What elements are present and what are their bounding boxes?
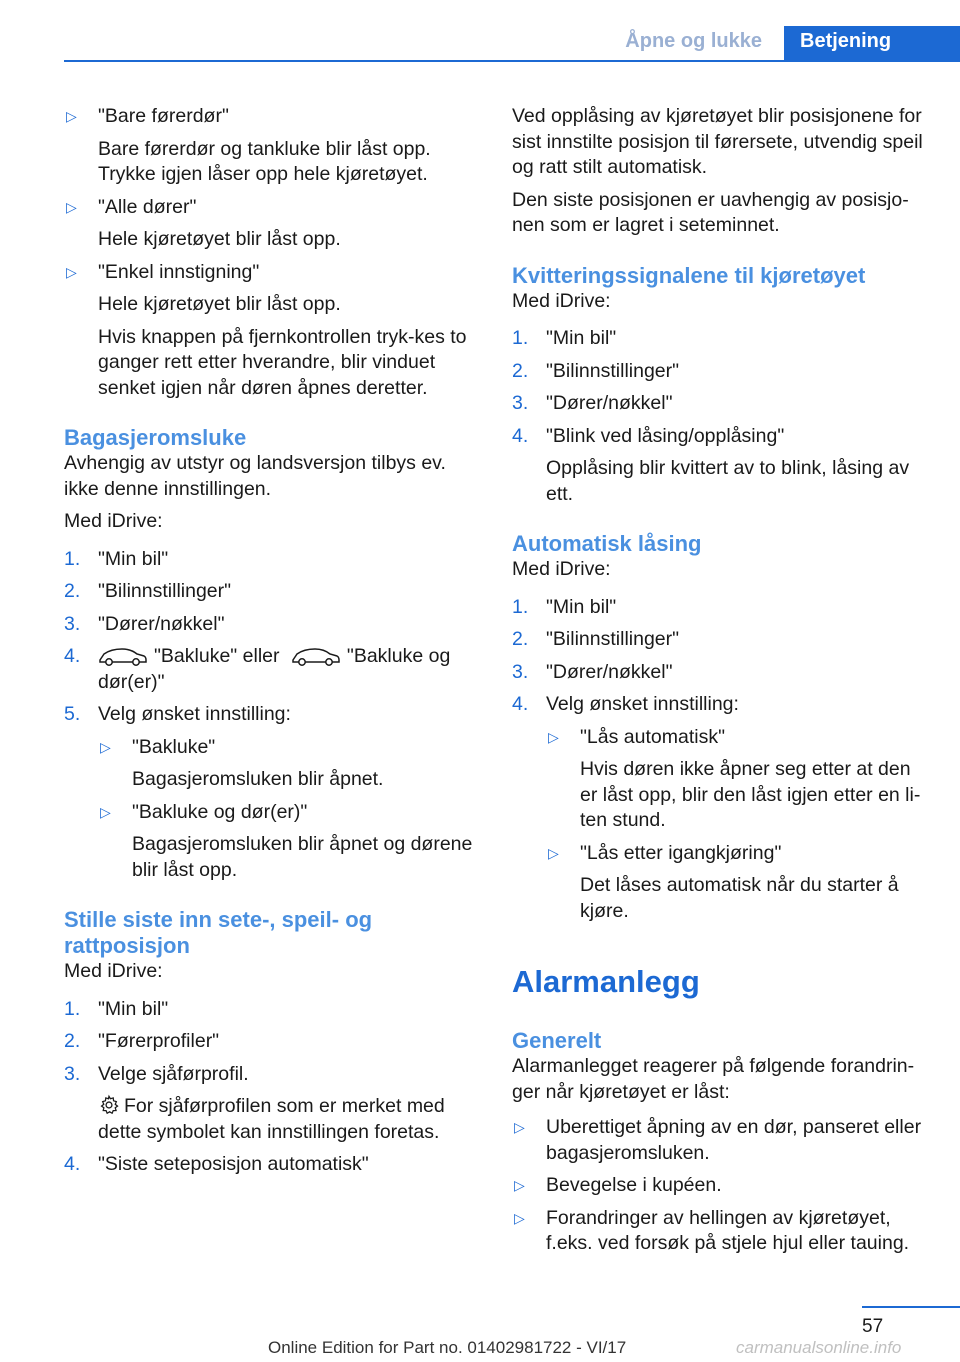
step-item: [512, 391, 932, 417]
step-number: 3.: [512, 660, 529, 683]
option-title: "Lås automatisk": [580, 725, 725, 748]
section-heading-general: Generelt: [512, 1028, 602, 1053]
step-item: [512, 359, 932, 385]
step4-part2: "Bakluke og dør(er)": [98, 645, 451, 693]
bullet-text: Forandringer av hellingen av kjøretøyet, f.eks. ved forsøk på stjele hjul eller tauing.: [546, 1206, 910, 1254]
step-item: [64, 579, 484, 605]
step-item: [64, 612, 484, 638]
profile-note-text: For sjåførprofilen som er merket med dette symbolet kan innstillingen foretas.: [98, 1095, 445, 1143]
list-item: [64, 104, 484, 188]
gear-icon: [98, 1094, 120, 1116]
step-number: 4.: [64, 645, 81, 667]
chapter-heading-alarm: Alarmanlegg: [512, 964, 700, 999]
car-icon: [98, 645, 148, 667]
step-text: "Bilinnstillinger": [546, 359, 680, 382]
step-text: "Blink ved låsing/opplåsing": [546, 424, 785, 447]
step-number: 1.: [512, 327, 529, 349]
list-item: [64, 195, 484, 253]
list-item: [512, 1173, 932, 1199]
triangle-right-icon: ▷: [514, 1209, 525, 1226]
triangle-right-icon: ▷: [66, 263, 77, 280]
option-desc: Bare førerdør og tankluke blir låst opp. Trykke igjen låser opp hele kjøretøyet.: [98, 137, 431, 185]
option-desc: Det låses automatisk når du starter å kjøre.: [580, 874, 899, 922]
step-text: "Dører/nøkkel": [546, 660, 673, 683]
step-item: [64, 702, 484, 883]
option-title: "Alle dører": [98, 195, 197, 218]
edition-footer: Online Edition for Part no. 01402981722 - VI/17: [268, 1338, 627, 1357]
unlock-paragraph: Den siste posisjonen er uavhengig av posisjo-nen som er lagret i seteminnet.: [512, 188, 909, 236]
bullet-text: Bevegelse i kupéen.: [546, 1174, 722, 1196]
option-desc: Bagasjeromsluken blir åpnet og dørene blir låst opp.: [132, 833, 473, 881]
step-item: [512, 692, 932, 924]
list-item: [512, 725, 932, 834]
header-rule: [64, 60, 960, 62]
watermark[interactable]: carmanualsonline.info: [736, 1338, 902, 1357]
step-number: 1.: [512, 595, 529, 618]
step-item: [512, 627, 932, 653]
step-number: 4.: [64, 1153, 81, 1175]
step-number: 3.: [512, 392, 529, 414]
seat-idrive-label: Med iDrive:: [64, 960, 163, 982]
step4-part1: "Bakluke" eller: [154, 645, 280, 667]
alarm-intro: Alarmanlegget reagerer på følgende forandrin-ger når kjøretøyet er låst:: [512, 1055, 915, 1103]
option-title: "Enkel innstigning": [98, 260, 260, 283]
page-number: 57: [862, 1316, 884, 1337]
list-item: [64, 260, 484, 402]
section-heading-autolock: Automatisk låsing: [512, 531, 702, 556]
step-text: Velge sjåførprofil.: [98, 1062, 249, 1085]
trunk-intro: Avhengig av utstyr og landsversjon tilbys ev. ikke denne innstillingen.: [64, 452, 446, 500]
step-number: 2.: [64, 580, 81, 602]
option-title: "Bare førerdør": [98, 105, 229, 127]
step-number: 4.: [512, 693, 529, 715]
unlock-paragraph: Ved opplåsing av kjøretøyet blir posisjonene for sist innstilte posisjon til førersete, utvendig speil og ratt stilt automatisk.: [512, 105, 923, 178]
option-title: "Lås etter igangkjøring": [580, 841, 782, 864]
list-item: [64, 800, 484, 884]
step-text: "Min bil": [98, 997, 169, 1020]
nav-chapter-tab[interactable]: Betjening: [784, 26, 960, 60]
option-desc: Bagasjeromsluken blir åpnet.: [132, 768, 384, 790]
profile-note: [64, 1094, 484, 1145]
step-text: Velg ønsket innstilling:: [98, 703, 291, 725]
trunk-idrive-label: Med iDrive:: [64, 510, 163, 532]
left-column: [64, 104, 484, 1185]
step-number: 2.: [64, 1030, 81, 1052]
list-item: [512, 841, 932, 925]
option-title: "Bakluke og dør(er)": [132, 800, 308, 823]
step-text: Velg ønsket innstilling:: [546, 693, 739, 715]
step-text: "Dører/nøkkel": [546, 392, 673, 414]
step-item: [64, 1062, 484, 1146]
step-text: [64, 644, 484, 695]
step-text: "Dører/nøkkel": [98, 612, 225, 635]
option-title: "Bakluke": [132, 735, 216, 758]
step-number: 3.: [64, 612, 81, 635]
list-item: [512, 1115, 932, 1166]
option-desc: Hvis døren ikke åpner seg etter at den er låst opp, blir den låst igjen etter en li-ten stund.: [580, 758, 921, 831]
bullet-text: Uberettiget åpning av en dør, panseret eller bagasjeromsluken.: [546, 1116, 922, 1164]
step-text: "Siste seteposisjon automatisk": [98, 1153, 369, 1175]
step-number: 1.: [64, 997, 81, 1020]
option-desc: Hele kjøretøyet blir låst opp.: [98, 293, 341, 315]
autolock-idrive-label: Med iDrive:: [512, 558, 611, 580]
step-item: [64, 1152, 484, 1178]
step-number: 2.: [512, 628, 529, 650]
header-nav: [605, 26, 960, 60]
triangle-right-icon: ▷: [514, 1177, 525, 1193]
triangle-right-icon: ▷: [100, 803, 111, 820]
section-heading-seat: Stille siste inn sete-, speil- og rattposisjon: [64, 907, 373, 958]
step-item: [64, 1029, 484, 1055]
nav-section-label[interactable]: Åpne og lukke: [625, 30, 762, 52]
step-item: [64, 547, 484, 573]
section-heading-trunk: Bagasjeromsluke: [64, 425, 247, 450]
triangle-right-icon: ▷: [100, 738, 111, 755]
step-number: 2.: [512, 359, 529, 382]
step-item: [512, 424, 932, 508]
step-text: "Førerprofiler": [98, 1030, 220, 1052]
step-number: 4.: [512, 424, 529, 447]
step-text: "Min bil": [98, 547, 169, 570]
triangle-right-icon: ▷: [66, 198, 77, 215]
nested-options: [64, 735, 484, 884]
ack-idrive-label: Med iDrive:: [512, 289, 611, 312]
list-item: [64, 735, 484, 793]
step-item: [512, 660, 932, 686]
step-desc: Opplåsing blir kvittert av to blink, låsing av ett.: [546, 457, 910, 505]
option-desc: Hvis knappen på fjernkontrollen tryk-kes to ganger rett etter hverandre, blir vinduet senket igjen når døren åpnes deretter.: [98, 325, 467, 399]
triangle-right-icon: ▷: [66, 108, 77, 124]
triangle-right-icon: ▷: [548, 728, 559, 745]
step-text: "Min bil": [546, 327, 617, 349]
step-item: [64, 644, 484, 695]
step-text: "Bilinnstillinger": [98, 580, 232, 602]
step-text: "Min bil": [546, 595, 617, 618]
triangle-right-icon: ▷: [514, 1119, 525, 1135]
section-heading-ack: Kvitteringssignalene til kjøretøyet: [512, 262, 866, 288]
step-item: [64, 997, 484, 1023]
step-text: "Bilinnstillinger": [546, 628, 680, 650]
list-item: [512, 1206, 932, 1257]
nested-options: [512, 725, 932, 925]
step-number: 5.: [64, 703, 81, 725]
step-item: [512, 326, 932, 352]
step-number: 3.: [64, 1062, 81, 1085]
triangle-right-icon: ▷: [548, 844, 559, 861]
car-icon: [291, 645, 341, 667]
option-desc: Hele kjøretøyet blir låst opp.: [98, 228, 341, 250]
step-number: 1.: [64, 547, 81, 570]
right-column: [512, 104, 932, 1264]
footer-rule: [862, 1306, 960, 1308]
step-item: [512, 595, 932, 621]
